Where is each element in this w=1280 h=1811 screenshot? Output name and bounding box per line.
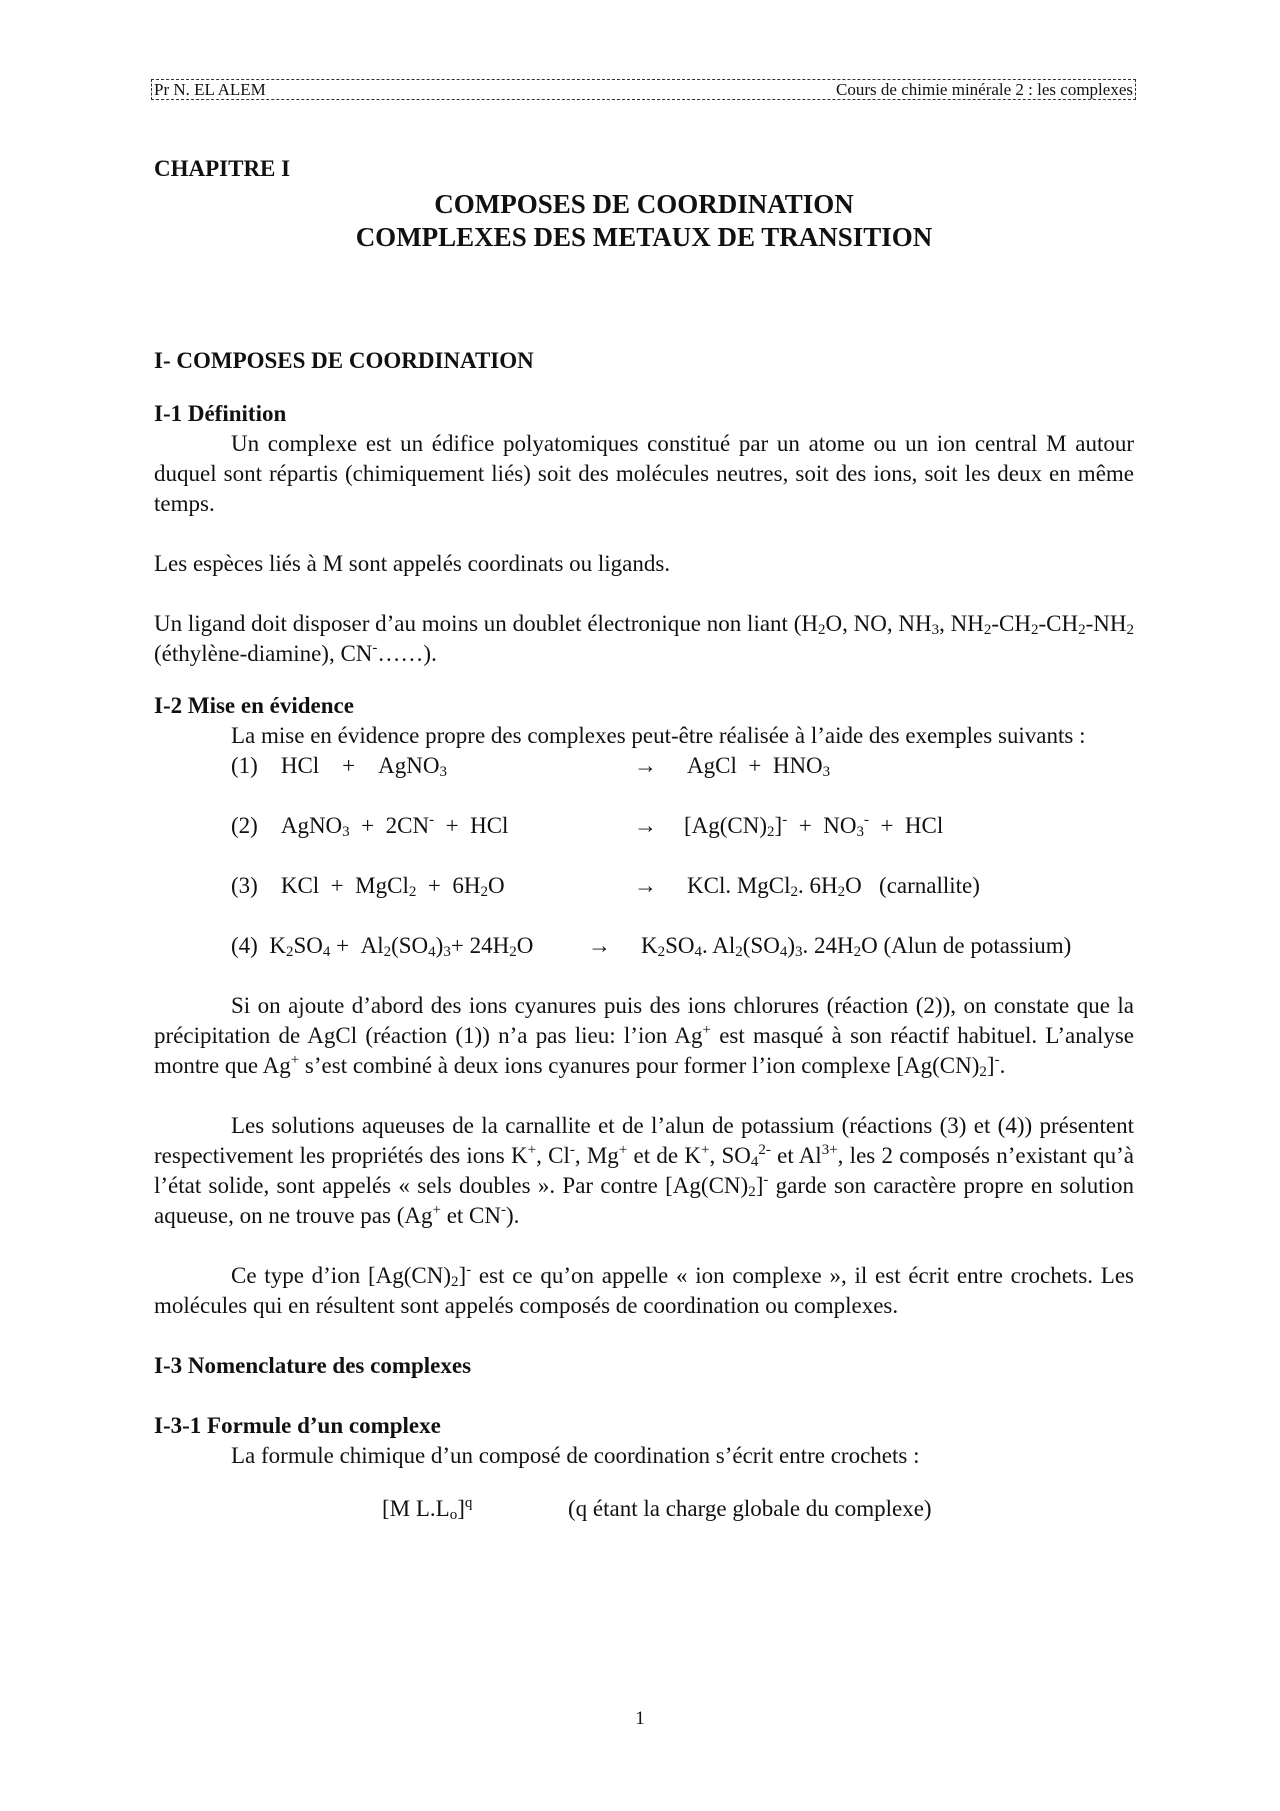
reaction-equations <box>154 751 1134 961</box>
reaction-2 <box>154 811 1134 841</box>
general-formula-note: (q étant la charge globale du complexe) <box>568 1496 932 1521</box>
ligand-doublet-paragraph: Un ligand doit disposer d’au moins un doublet électronique non liant ($H_2O$, NO, $NH_3$, $NH_2-CH_2-CH_2-NH_2$ (éthylène-diamine), CN-……). <box>154 611 1134 666</box>
reaction-1-reactants: (1) HCl + AgNO$_3$ <box>231 753 447 780</box>
page-content <box>154 150 1134 1524</box>
definition-paragraph: Un complexe est un édifice polyatomiques constitué par un atome ou un ion central M autour duquel sont répartis (chimiquement liés) soit des molécules neutres, soit des ions, soit les deux en même temps. <box>154 431 1134 516</box>
header-course-title: Cours de chimie minérale 2 : les complexes <box>836 80 1133 99</box>
reaction-1 <box>154 751 1134 781</box>
evidence-intro-paragraph: La mise en évidence propre des complexes peut-être réalisée à l’aide des exemples suivants : <box>231 723 1086 748</box>
reaction-3-products: KCl. MgCl$_2$. $6H_2O$ (carnallite) <box>687 873 980 900</box>
formula-intro-paragraph: La formule chimique d’un composé de coordination s’écrit entre crochets : <box>231 1443 920 1468</box>
section-1-heading: I- COMPOSES DE COORDINATION <box>154 348 534 373</box>
section-1-1-heading: I-1 Définition <box>154 401 287 426</box>
cyanide-paragraph: Si on ajoute d’abord des ions cyanures puis des ions chlorures (réaction (2)), on constate que la précipitation de AgCl (réaction (1)) n’a pas lieu: l’ion Ag+ est masqué à son réactif habituel. L’analyse montre que Ag+ s’est combiné à deux ions cyanures pour former l’ion complexe $[Ag(CN)_2]^-$. <box>154 993 1134 1080</box>
general-formula-line <box>154 1494 1134 1524</box>
section-1-2-heading: I-2 Mise en évidence <box>154 693 354 718</box>
reaction-2-arrow: → <box>634 813 657 838</box>
reaction-1-products: AgCl + $HNO_3$ <box>687 753 831 780</box>
header-author: Pr N. EL ALEM <box>154 80 266 99</box>
reaction-2-products: $[Ag(CN)_2]^- + NO_3^-$ + HCl <box>684 812 944 840</box>
general-formula: [M $L.L_o]^q$ <box>382 1495 473 1523</box>
reaction-4-arrow: → <box>588 933 611 958</box>
double-salts-paragraph: Les solutions aqueuses de la carnallite et de l’alun de potassium (réactions (3) et (4)) présentent respectivement les propriétés des ions K+, Cl-, Mg+ et de K+, $SO_4^{2-}$ et $Al^{3+}$, les 2 composés n’existant qu’à l’état solide, sont appelés « sels doubles ». Par contre $[Ag(CN)_2]^-$ garde son caractère propre en solution aqueuse, on ne trouve pas (Ag+ et CN-). <box>154 1113 1135 1228</box>
chapter-label: CHAPITRE I <box>154 156 291 181</box>
reaction-2-reactants: (2) AgNO$_3$ + 2CN- + HCl <box>231 812 509 840</box>
running-header <box>151 79 1136 100</box>
page-number: 1 <box>635 1708 645 1729</box>
reaction-3-reactants: (3) KCl + MgCl$_2$ + $6H_2O$ <box>231 873 505 900</box>
reaction-3-arrow: → <box>634 873 657 898</box>
reaction-1-arrow: → <box>634 753 657 778</box>
reaction-3 <box>154 871 1134 901</box>
chapter-title-line-2: COMPLEXES DES METAUX DE TRANSITION <box>355 222 933 252</box>
reaction-4-reactants: (4) $K_2SO_4 + Al_2(SO_4)_3+ 24H_2O$ <box>231 933 534 960</box>
section-1-3-1-heading: I-3-1 Formule d’un complexe <box>154 1413 441 1438</box>
complex-ion-paragraph: Ce type d’ion $[Ag(CN)_2]^-$ est ce qu’on appelle « ion complexe », il est écrit entre crochets. Les molécules qui en résultent sont appelés composés de coordination ou complexes. <box>154 1262 1134 1318</box>
chapter-title-line-1: COMPOSES DE COORDINATION <box>434 189 854 219</box>
reaction-4-products: $K_2SO_4$. $Al_2(SO_4)_3$. $24H_2O$ (Alun de potassium) <box>641 933 1072 960</box>
ligands-paragraph: Les espèces liés à M sont appelés coordinats ou ligands. <box>154 551 671 576</box>
reaction-4 <box>154 931 1134 961</box>
section-1-3-heading: I-3 Nomenclature des complexes <box>154 1353 472 1378</box>
